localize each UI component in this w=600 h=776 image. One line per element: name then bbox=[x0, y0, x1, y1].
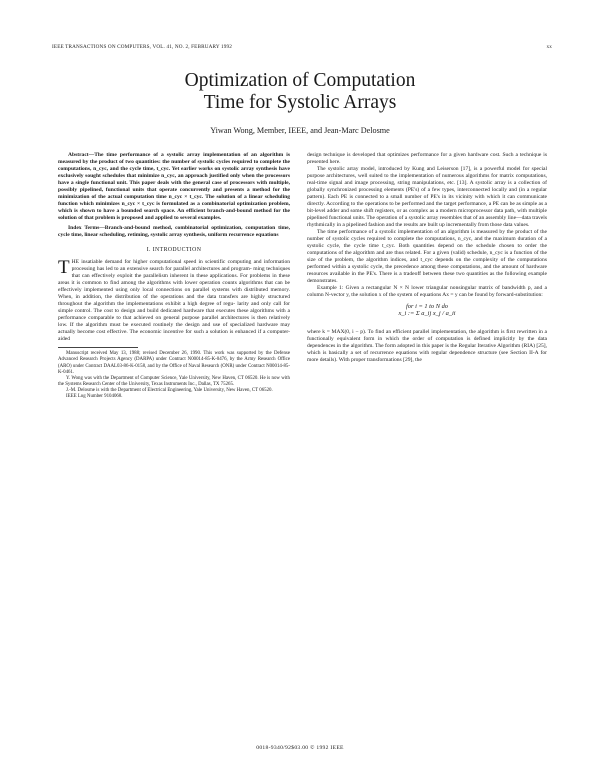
footnote-ieee-log: IEEE Log Number 9104068. bbox=[66, 394, 123, 400]
footnote-manuscript: Manuscript received May 13, 1988; revised December 26, 1990. This work was supported by the Defense Advanced Research Projects Agency (DARPA) under Contract N00014-85-K-0476, by the Army Research Office (ARO) under Contract DAAL03-86-K-0158, and by the Office of Naval Research (ONR) under Contract N00014-85-K-0461. bbox=[58, 351, 290, 375]
section-heading-introduction: I. INTRODUCTION bbox=[146, 247, 202, 254]
math-formula: x_i := Σ a_ij x_j / a_ii bbox=[398, 310, 456, 318]
page-number: xx bbox=[546, 44, 552, 50]
forward-substitution-equation bbox=[307, 303, 547, 325]
drop-cap: T bbox=[58, 257, 70, 279]
introduction-text: HE insatiable demand for higher computational speed in scientific computing and information processing has led to an extensive search for parallel architectures and program- ming techniques that can effectively exploit the parallelism inherent in these applications. For problems in these areas it is common to find among the algorithms with lower operation counts algorithms that can be effectively implemented using only local connections on parallel systems with distributed memory. When, in addition, the distribution of the operations and the data transfers are highly structured throughout the algorithm the implementations exhibit a high degree of regu- larity and only call for simple control. The cost to design and build dedicated hardware that executes these algorithms with a performance comparable to that achieved on general purpose parallel architectures is then relatively low. If the algorithm must be executed routinely the design and use of specialized hardware may actually become cost effective. The economic incentive for such a solution is enhanced if a computer-aided bbox=[58, 259, 290, 343]
paper-title bbox=[0, 70, 600, 114]
example-1-paragraph: Example 1: Given a rectangular N × N lower triangular nonsingular matrix of bandwidth p, and a column N-vector y, the solution x of the system of equations Ax = y can be found by forward-substitution: bbox=[307, 285, 547, 299]
copyright-footer: 0018-9340/92$03.00 © 1992 IEEE bbox=[256, 745, 344, 751]
title-line-2: Time for Systolic Arrays bbox=[203, 92, 397, 113]
abstract: Abstract—The time performance of a systolic array implementation of an algorithm is measured by the product of two quantities: the number of systolic cycles required to complete the computations, n_cyc, and the cycle time, t_cyc. Yet earlier works on systolic array synthesis have exclusively sought schedules that minimize n_cyc, an approach justified only when the processors have a single functional unit. This paper deals with the general case of processors with multiple, possibly pipelined, functional units that operate concurrently and presents a method for the minimization of the actual computation time n_cyc × t_cyc. The solution of a linear scheduling function which minimizes n_cyc × t_cyc is formulated as a combinatorial optimization problem, which is shown to have a bounded search space. An efficient branch-and-bound method for the solution of that problem is proposed and applied to several examples. bbox=[58, 152, 290, 222]
author-line: Yiwan Wong, Member, IEEE, and Jean-Marc Delosme bbox=[210, 126, 390, 135]
footnote-author-delosme: J.-M. Delosme is with the Department of Electrical Engineering, Yale University, New Haven, CT 06520. bbox=[66, 387, 273, 393]
right-paragraph-1: design technique is developed that optimizes performance for a given hardware cost. Such a technique is presented here. bbox=[307, 152, 547, 166]
introduction-paragraph bbox=[58, 259, 290, 343]
footnote-rule bbox=[58, 347, 138, 348]
title-line-1: Optimization of Computation bbox=[184, 70, 416, 91]
journal-reference: IEEE TRANSACTIONS ON COMPUTERS, VOL. 41, NO. 2, FEBRUARY 1992 bbox=[52, 44, 232, 50]
right-paragraph-2: The systolic array model, introduced by Kung and Leiserson [17], is a powerful model for special purpose architectures, well suited to the implementation of numerous algorithms for matrix computations, real-time signal and image processing, string manipulations, etc. [13]. A systolic array is a collection of globally synchronized processing elements (PE's) of a few types, interconnected locally and (in a regular pattern). Each PE is connected to a small number of PE's in its vicinity with which it can communicate directly. According to the operations to be performed and the target performance, a PE can be as simple as a bit-level adder and some shift registers, or as complex as a modern microprocessor data path, with multiple pipelined functional units. The operation of a systolic array resembles that of an assembly line—data travels rhythmically in a pipelined fashion and the results are built up incrementally from those data values. bbox=[307, 166, 547, 229]
footnote-author-wong: Y. Wong was with the Department of Computer Science, Yale University, New Haven, CT 06520. He is now with the Systems Research Center of the University, Texas Instruments Inc., Dallas, TX 75265. bbox=[58, 375, 290, 387]
right-column bbox=[307, 152, 547, 364]
running-header bbox=[52, 44, 552, 50]
left-column bbox=[58, 152, 290, 400]
index-terms: Index Terms—Branch-and-bound method, combinatorial optimization, computation time, cycle time, linear scheduling, retiming, systolic array synthesis, uniform recurrence equations bbox=[58, 225, 290, 239]
right-paragraph-3: The time performance of a systolic implementation of an algorithm is measured by the product of the number of systolic cycles required to complete the computations, n_cyc, and the maximum duration of a systolic cycle, the cycle time t_cyc. Both quantities depend on the schedule chosen to order the computations of the algorithm and are thus related. For a given (valid) schedule, n_cyc is a function of the size of the problem, the algorithm indices, and t_cyc depends on the complexity of the computations performed within a systolic cycle, the precedence among these computations, and the amount of hardware resources available in the PE's. There is a tradeoff between these two quantities as the following example demonstrates. bbox=[307, 229, 547, 285]
math-loop-statement: for i = 1 to N do bbox=[406, 303, 448, 311]
right-paragraph-5: where k = MAX(0, i − p). To find an efficient parallel implementation, the algorithm is first rewritten in a functionally equivalent form in which the order of computation is defined implicitly by the data dependences in the algorithm. The form adopted in this paper is the Regular Iterative Algorithm (RIA) [25], which is basically a set of recurrence equations with regular dependence structure (see Section II-A for more details). With proper transformations [29], the bbox=[307, 329, 547, 364]
